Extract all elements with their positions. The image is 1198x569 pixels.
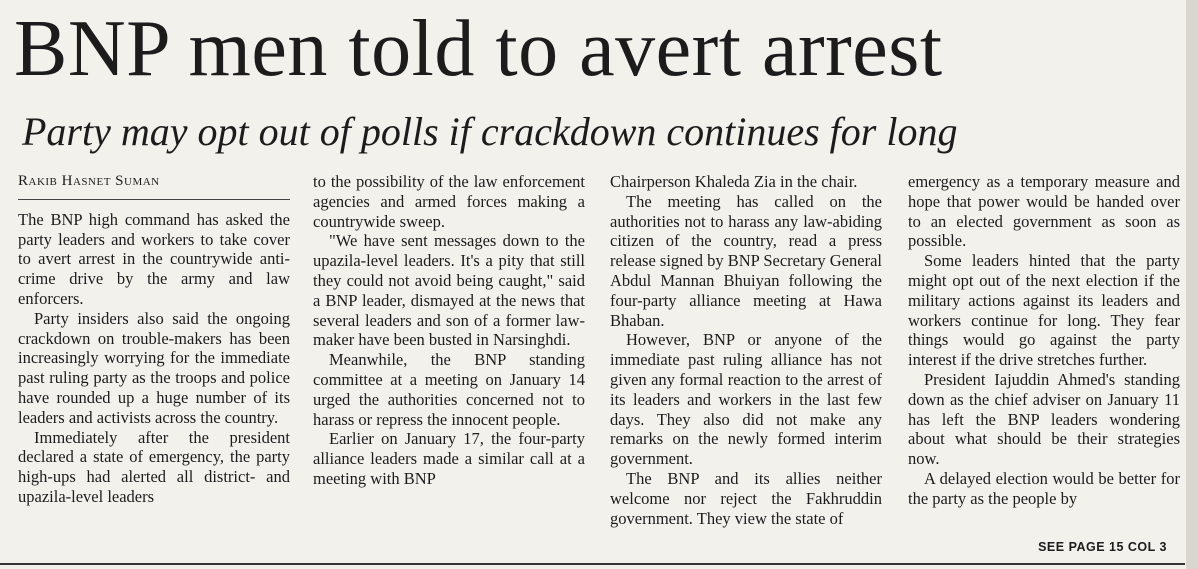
- paragraph: A delayed election would be better for the party as the people by: [908, 468, 1180, 508]
- paragraph: President Iajuddin Ahmed's standing down as the chief adviser on January 11 has left the BNP leaders wondering about what should be their strategies now.: [908, 369, 1180, 469]
- jump-line: SEE PAGE 15 COL 3: [1038, 540, 1167, 554]
- paragraph: The BNP high command has asked the party leaders and workers to take cover to avert arrest in the countrywide anti-crime drive by the army and law enforcers.: [18, 209, 290, 308]
- article-column-2: [313, 172, 585, 489]
- subheadline: Party may opt out of polls if crackdown continues for long: [22, 109, 958, 154]
- byline: Rakib Hasnet Suman: [18, 172, 290, 200]
- page-edge: [1186, 0, 1198, 569]
- paragraph: to the possibility of the law enforcement agencies and armed forces making a countrywide sweep.: [313, 172, 585, 231]
- article-column-1: [18, 172, 290, 507]
- article-column-4: [908, 172, 1180, 509]
- paragraph: However, BNP or anyone of the immediate past ruling alliance has not given any formal reaction to the arrest of its leaders and workers in the last few days. They also did not make any remarks on the newly formed interim government.: [610, 330, 882, 469]
- paragraph: Some leaders hinted that the party might opt out of the next election if the military actions against its leaders and workers continue for long. They fear things would go against the party interest if the drive stretches further.: [908, 251, 1180, 370]
- paragraph: The BNP and its allies neither welcome nor reject the Fakhruddin government. They view the state of: [610, 468, 882, 528]
- paragraph: Meanwhile, the BNP standing committee at a meeting on January 14 urged the authorities concerned not to harass or repress the innocent people.: [313, 350, 585, 429]
- headline: BNP men told to avert arrest: [14, 5, 943, 93]
- paragraph: Earlier on January 17, the four-party alliance leaders made a similar call at a meeting with BNP: [313, 429, 585, 488]
- paragraph: emergency as a temporary measure and hope that power would be handed over to an elected government as soon as possible.: [908, 172, 1180, 251]
- paragraph: The meeting has called on the authorities not to harass any law-abiding citizen of the country, read a press release signed by BNP Secretary General Abdul Mannan Bhuiyan following the four-party alliance meeting at Hawa Bhaban.: [610, 191, 882, 330]
- bottom-divider: [0, 563, 1185, 565]
- paragraph: "We have sent messages down to the upazila-level leaders. It's a pity that still they could not avoid being caught," said a BNP leader, dismayed at the news that several leaders and son of a former law-maker have been busted in Narsinghdi.: [313, 231, 585, 350]
- article-column-3: [610, 172, 882, 528]
- paragraph: Party insiders also said the ongoing crackdown on trouble-makers has been increasingly worrying for the immediate past ruling party as the troops and police have rounded up a huge number of its leaders and activists across the country.: [18, 308, 290, 427]
- paragraph: Chairperson Khaleda Zia in the chair.: [610, 172, 858, 191]
- paragraph: Immediately after the president declared a state of emergency, the party high-ups had alerted all district- and upazila-level leaders: [18, 427, 290, 506]
